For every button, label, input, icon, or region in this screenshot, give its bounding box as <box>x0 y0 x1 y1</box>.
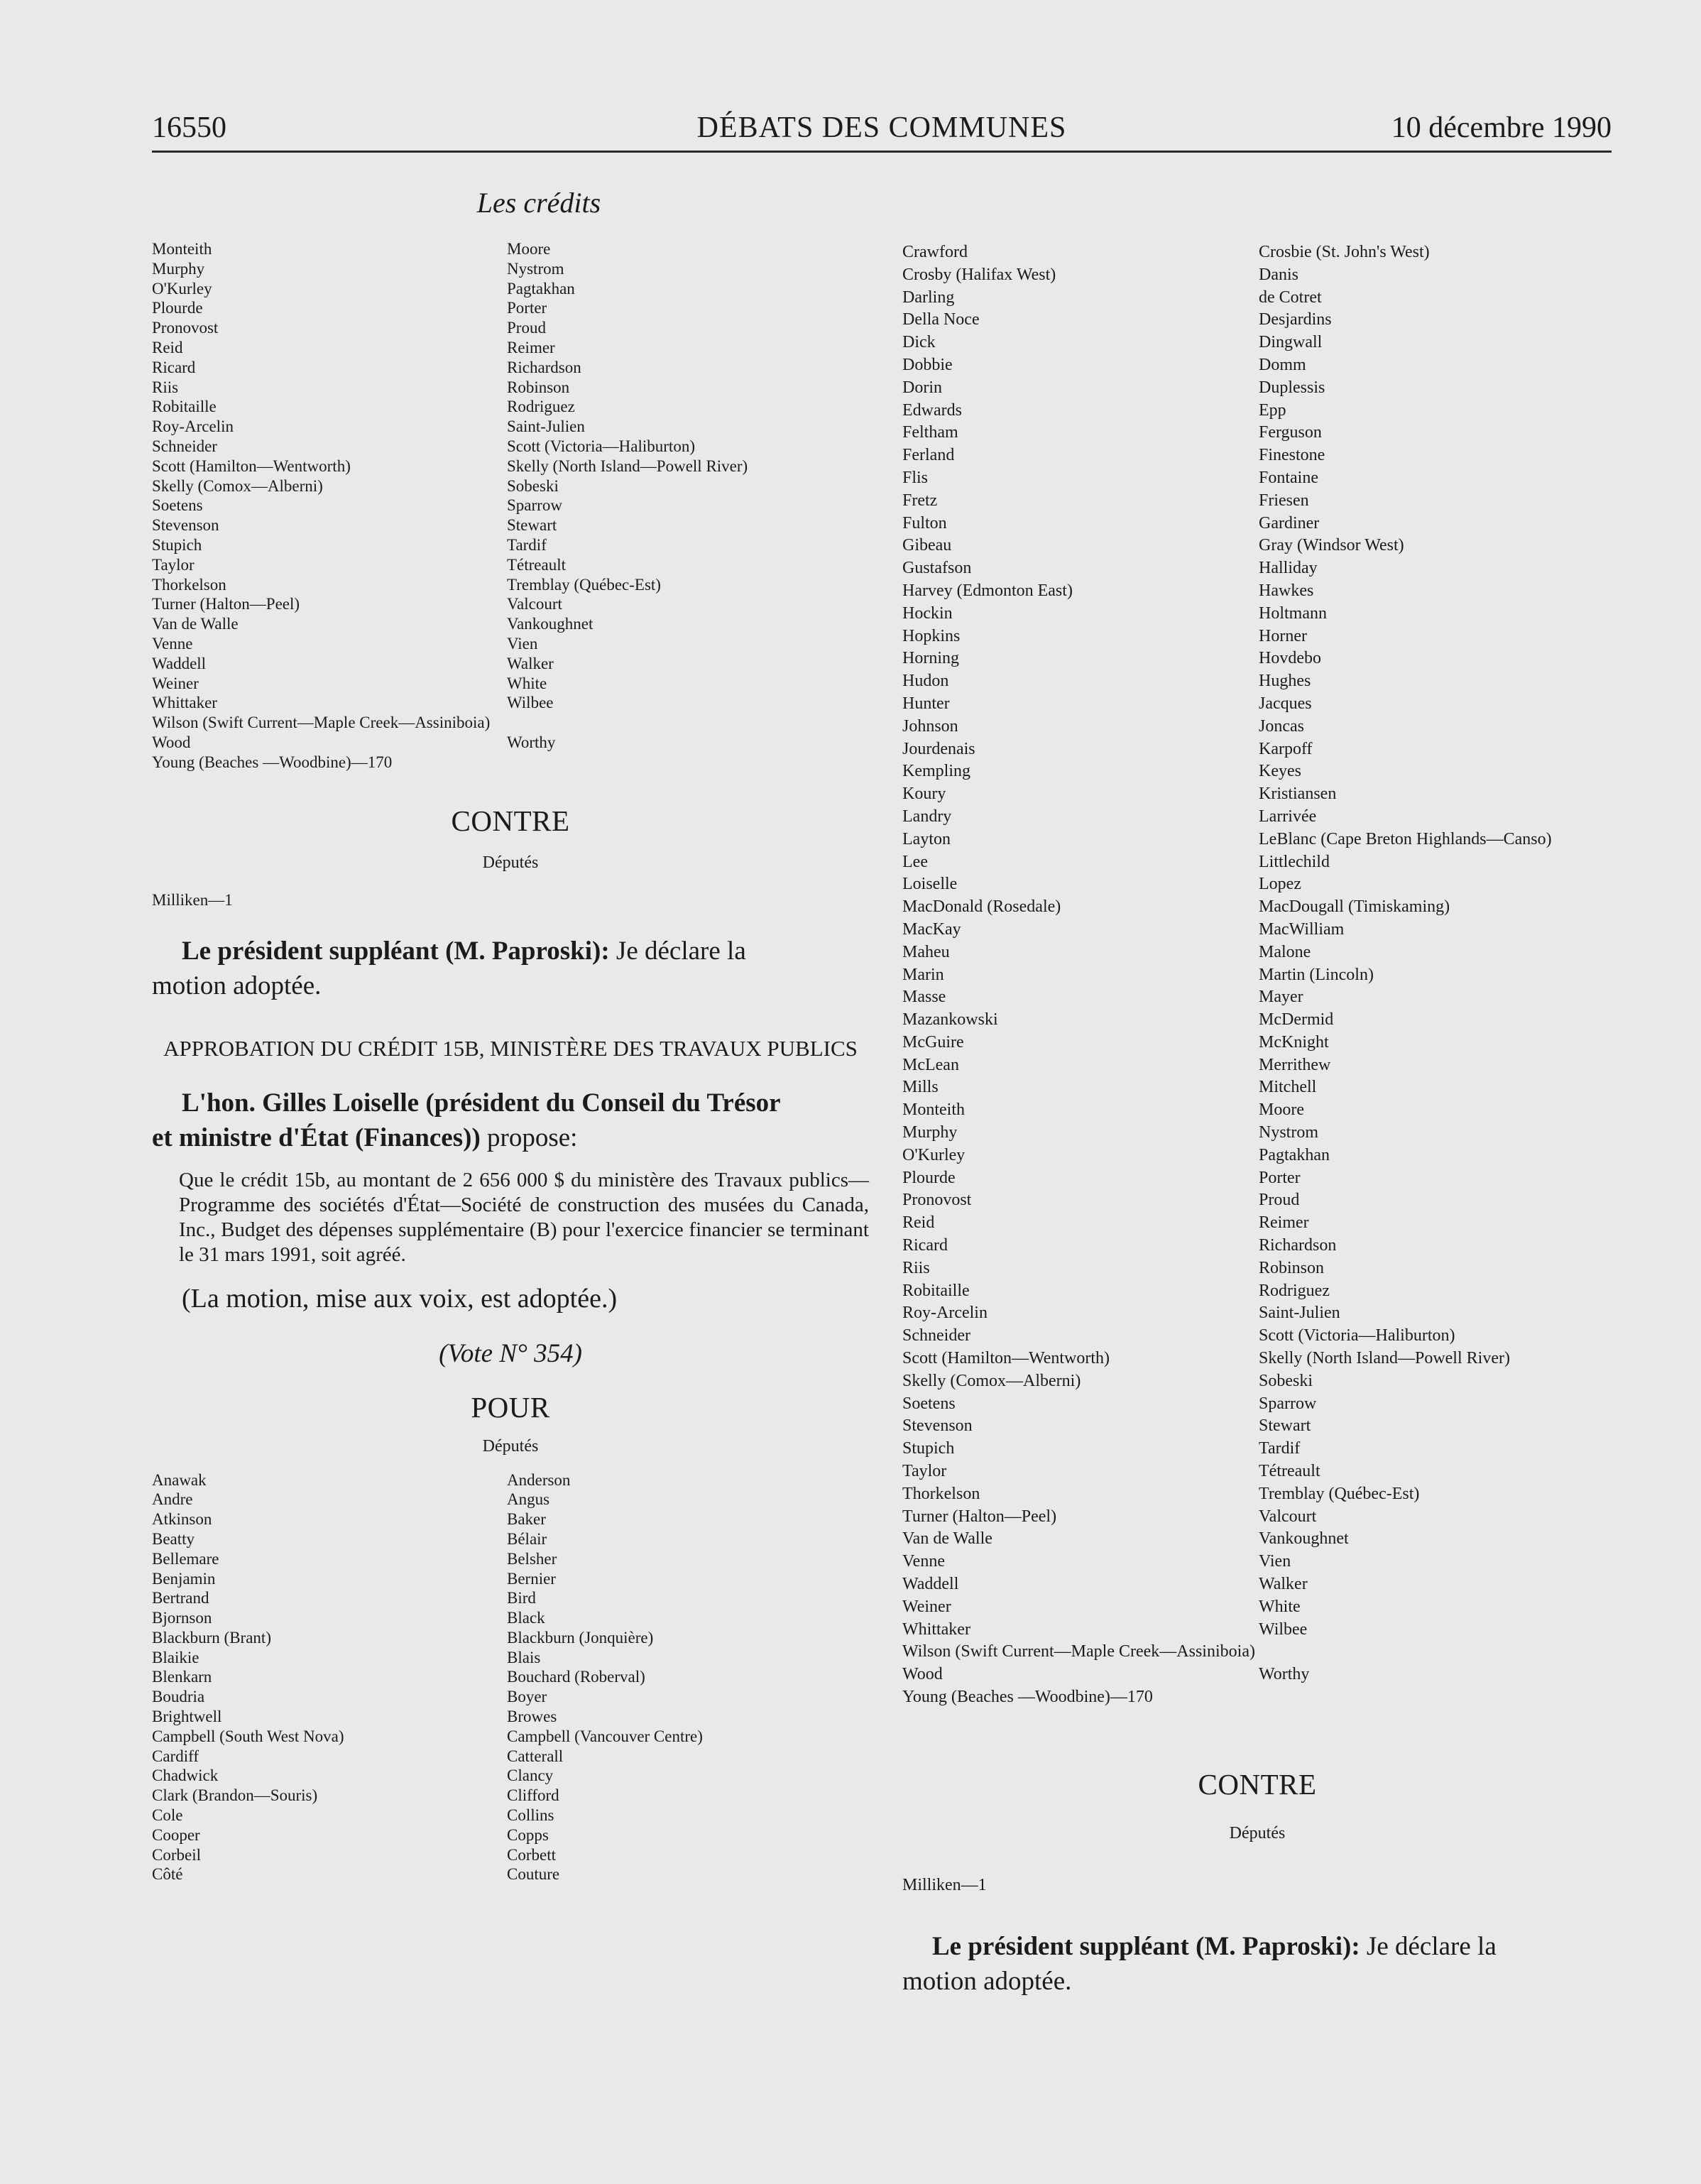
list-item: Sparrow <box>507 496 562 515</box>
deputes-label-right: Députés <box>1229 1823 1286 1842</box>
list-item: Pronovost <box>152 319 219 337</box>
list-item: Malone <box>1259 942 1311 961</box>
list-item: Schneider <box>152 437 217 455</box>
list-item: Mayer <box>1259 988 1303 1007</box>
list-item: Vien <box>1259 1552 1291 1571</box>
list-item: Porter <box>1259 1168 1301 1187</box>
list-item: Robinson <box>1259 1258 1325 1277</box>
list-item: Bellemare <box>152 1549 219 1568</box>
list-item: Monteith <box>152 240 212 258</box>
list-item: Skelly (Comox—Alberni) <box>152 476 323 495</box>
list-item: Vien <box>507 634 538 653</box>
list-item: Stupich <box>902 1439 955 1458</box>
list-item: Young (Beaches —Woodbine)—170 <box>152 753 393 771</box>
list-item: Soetens <box>902 1394 956 1413</box>
list-item: Scott (Hamilton—Wentworth) <box>902 1349 1110 1368</box>
list-item: Hudon <box>902 672 949 691</box>
list-item: Beatty <box>152 1529 195 1548</box>
list-item: Stupich <box>152 535 202 554</box>
list-item: Darling <box>902 288 955 307</box>
list-item: Benjamin <box>152 1569 216 1588</box>
list-item: Plourde <box>902 1168 956 1187</box>
section-title: Les crédits <box>476 187 601 219</box>
contre-name: Milliken—1 <box>152 890 233 909</box>
list-item: Chadwick <box>152 1767 219 1785</box>
speech-text-right: Je déclare la <box>1366 1931 1497 1961</box>
list-item: Baker <box>507 1510 546 1529</box>
list-item: Mitchell <box>1259 1078 1317 1097</box>
minister-title: et ministre d'État (Finances)) <box>152 1123 481 1152</box>
list-item: Van de Walle <box>902 1529 992 1549</box>
vote-names-list-right <box>902 241 1612 1641</box>
list-item: Reimer <box>507 338 555 356</box>
list-item: Maheu <box>902 942 950 961</box>
speaker-statement-right <box>902 1929 1612 1999</box>
list-item: Boudria <box>152 1688 205 1706</box>
list-item: Stevenson <box>902 1416 973 1436</box>
list-item: Mills <box>902 1078 939 1097</box>
list-item: Wilbee <box>1259 1620 1308 1639</box>
list-item: Jourdenais <box>902 739 975 758</box>
list-item: Venne <box>152 634 193 653</box>
contre-heading-right: CONTRE <box>1198 1767 1317 1801</box>
list-item: Anderson <box>507 1470 571 1489</box>
list-item: Monteith <box>902 1101 965 1120</box>
list-item: Stewart <box>507 516 557 535</box>
list-item: Crosbie (St. John's West) <box>1259 243 1430 261</box>
contre-name-right: Milliken—1 <box>902 1875 987 1894</box>
list-item: Hawkes <box>1259 581 1314 600</box>
publication-title: DÉBATS DES COMMUNES <box>696 111 1067 144</box>
list-item: Roy-Arcelin <box>902 1304 988 1323</box>
list-item: Desjardins <box>1259 310 1332 329</box>
right-column <box>902 241 1612 1999</box>
list-item: Pagtakhan <box>507 279 575 297</box>
list-item: Dobbie <box>902 355 953 374</box>
list-item: Cole <box>152 1806 183 1825</box>
list-item: Mazankowski <box>902 1010 998 1030</box>
list-item: Ferland <box>902 446 955 465</box>
list-item: Marin <box>902 965 944 984</box>
list-item: Skelly (North Island—Powell River) <box>1259 1349 1510 1368</box>
list-item: Robinson <box>507 378 570 396</box>
list-item: de Cotret <box>1259 288 1322 307</box>
list-item: Landry <box>902 807 952 826</box>
list-item: Loiselle <box>902 875 958 894</box>
list-item: Wilson (Swift Current—Maple Creek—Assiniboia) <box>152 714 491 732</box>
vote-number: (Vote N° 354) <box>439 1338 582 1368</box>
list-item: Lopez <box>1259 875 1301 894</box>
list-item: Catterall <box>507 1747 564 1765</box>
list-item: Skelly (North Island—Powell River) <box>507 457 748 475</box>
list-item: Walker <box>1259 1575 1308 1594</box>
list-item: McKnight <box>1259 1032 1329 1052</box>
list-item: Blaikie <box>152 1648 199 1666</box>
list-item: Hopkins <box>902 626 961 645</box>
list-item: Bjornson <box>152 1609 212 1627</box>
list-item: Harvey (Edmonton East) <box>902 581 1073 600</box>
list-item: Keyes <box>1259 762 1301 781</box>
list-item: Collins <box>507 1806 554 1825</box>
list-item: Wood <box>152 733 191 751</box>
list-item: Bouchard (Roberval) <box>507 1668 645 1686</box>
list-item: Moore <box>1259 1101 1304 1120</box>
list-item: Valcourt <box>1259 1507 1317 1526</box>
list-item: Campbell (Vancouver Centre) <box>507 1727 703 1745</box>
list-item: Taylor <box>152 555 195 574</box>
list-item: Proud <box>1259 1191 1300 1210</box>
list-item: Tétreault <box>507 555 567 574</box>
list-item: Valcourt <box>507 595 562 613</box>
minister-name: L'hon. Gilles Loiselle (président du Conseil du Trésor <box>182 1088 781 1118</box>
list-item: Riis <box>902 1258 930 1277</box>
list-item: McDermid <box>1259 1010 1334 1030</box>
list-item: Black <box>507 1609 545 1627</box>
list-item: Johnson <box>902 716 958 736</box>
list-item: Vankoughnet <box>1259 1529 1349 1549</box>
list-item: Nystrom <box>1259 1123 1318 1142</box>
list-item: Larrivée <box>1259 807 1317 826</box>
list-item: Ricard <box>902 1236 948 1255</box>
speaker-statement <box>152 934 869 1003</box>
list-item: MacWilliam <box>1259 919 1345 939</box>
list-item: Karpoff <box>1259 739 1313 758</box>
list-item: Boyer <box>507 1688 547 1706</box>
list-item: Anawak <box>152 1470 207 1489</box>
list-item: Blenkarn <box>152 1668 212 1686</box>
list-item: Halliday <box>1259 559 1318 578</box>
pour-names-list <box>152 1470 869 1885</box>
page-number: 16550 <box>152 111 226 144</box>
list-item: Dick <box>902 333 936 352</box>
list-item: Bélair <box>507 1529 547 1548</box>
list-item: Robitaille <box>902 1281 970 1300</box>
list-item: Edwards <box>902 400 962 420</box>
list-item: White <box>1259 1597 1301 1616</box>
list-item: Clifford <box>507 1786 559 1805</box>
list-item: Holtmann <box>1259 604 1327 623</box>
list-item: Pronovost <box>902 1191 972 1210</box>
list-item: Fontaine <box>1259 468 1318 487</box>
list-item: McLean <box>902 1055 959 1074</box>
deputes-label: Députés <box>482 853 539 872</box>
list-item: Ferguson <box>1259 423 1322 442</box>
list-item: Richardson <box>507 358 581 376</box>
list-item: Riis <box>152 378 179 396</box>
list-item: Hughes <box>1259 672 1311 691</box>
list-item: MacDonald (Rosedale) <box>902 897 1061 917</box>
list-item: Saint-Julien <box>507 417 585 436</box>
list-item: Robitaille <box>152 398 217 416</box>
list-item: Blackburn (Brant) <box>152 1628 271 1647</box>
left-column <box>152 186 869 1884</box>
list-item: Hunter <box>902 694 950 713</box>
list-item: Gibeau <box>902 536 952 555</box>
list-item: Young (Beaches —Woodbine)—170 <box>902 1688 1153 1706</box>
list-item: Plourde <box>152 299 203 317</box>
list-item: LeBlanc (Cape Breton Highlands—Canso) <box>1259 829 1552 848</box>
list-item: Taylor <box>902 1462 947 1481</box>
list-item: Wilson (Swift Current—Maple Creek—Assiniboia) <box>902 1642 1255 1661</box>
list-item: Bertrand <box>152 1589 209 1607</box>
list-item: Pagtakhan <box>1259 1145 1330 1164</box>
list-item: Andre <box>152 1490 193 1509</box>
list-item: Worthy <box>1259 1665 1310 1684</box>
list-item: Gardiner <box>1259 513 1320 533</box>
list-item: Porter <box>507 299 547 317</box>
list-item: Lee <box>902 852 928 871</box>
list-item: Blais <box>507 1648 541 1666</box>
list-item: Couture <box>507 1865 560 1884</box>
list-item: Danis <box>1259 265 1298 284</box>
list-item: Cooper <box>152 1825 200 1844</box>
list-item: Scott (Hamilton—Wentworth) <box>152 457 351 475</box>
vote-names-tail <box>152 713 869 772</box>
list-item: Friesen <box>1259 491 1309 510</box>
list-item: Clark (Brandon—Souris) <box>152 1786 318 1805</box>
list-item: Rodriguez <box>507 398 575 416</box>
list-item: Waddell <box>902 1575 959 1594</box>
list-item: Reid <box>152 338 183 356</box>
list-item: Layton <box>902 829 951 848</box>
list-item: Cardiff <box>152 1747 199 1765</box>
list-item: Vankoughnet <box>507 615 594 633</box>
list-item: Horner <box>1259 626 1307 645</box>
list-item: Tremblay (Québec-Est) <box>1259 1484 1420 1503</box>
list-item: Van de Walle <box>152 615 239 633</box>
list-item: Rodriguez <box>1259 1281 1330 1300</box>
list-item: Clancy <box>507 1767 554 1785</box>
list-item: Finestone <box>1259 446 1325 465</box>
vote-names-list <box>152 239 869 713</box>
list-item: Worthy <box>507 733 556 751</box>
list-item: Martin (Lincoln) <box>1259 965 1374 984</box>
list-item: Corbett <box>507 1845 556 1864</box>
list-item: Sparrow <box>1259 1394 1317 1413</box>
list-item: Kempling <box>902 762 970 781</box>
motion-text: Que le crédit 15b, au montant de 2 656 000 $ du ministère des Travaux publics—Programme des sociétés d'État—Société de construction des musées du Canada, Inc., Budget des dépenses supplémentaire (B) pour l'exercice financier se terminant le 31 mars 1991, soit agréé. <box>179 1168 869 1266</box>
list-item: Wilbee <box>507 694 554 712</box>
speech-continuation: motion adoptée. <box>152 971 322 1000</box>
list-item: Sobeski <box>507 476 559 495</box>
list-item: Dorin <box>902 378 942 397</box>
list-item: Murphy <box>902 1123 958 1142</box>
list-item: O'Kurley <box>152 279 212 297</box>
list-item: Côté <box>152 1865 183 1884</box>
list-item: Flis <box>902 468 929 487</box>
list-item: Tremblay (Québec-Est) <box>507 575 661 594</box>
list-item: Corbeil <box>152 1845 201 1864</box>
list-item: Skelly (Comox—Alberni) <box>902 1371 1081 1390</box>
list-item: Feltham <box>902 423 958 442</box>
list-item: Schneider <box>902 1326 970 1345</box>
list-item: Reimer <box>1259 1213 1309 1233</box>
list-item: Angus <box>507 1490 550 1509</box>
list-item: Hockin <box>902 604 953 623</box>
list-item: Reid <box>902 1213 935 1233</box>
approbation-heading: APPROBATION DU CRÉDIT 15B, MINISTÈRE DES TRAVAUX PUBLICS <box>163 1035 858 1061</box>
list-item: Nystrom <box>507 259 564 278</box>
list-item: Scott (Victoria—Haliburton) <box>507 437 695 455</box>
list-item: Soetens <box>152 496 203 515</box>
list-item: Browes <box>507 1708 557 1726</box>
list-item: Murphy <box>152 259 205 278</box>
contre-heading: CONTRE <box>451 804 570 837</box>
list-item: Proud <box>507 319 546 337</box>
list-item: Kristiansen <box>1259 785 1337 804</box>
list-item: Saint-Julien <box>1259 1304 1340 1323</box>
speaker-name: Le président suppléant (M. Paproski): <box>182 936 610 966</box>
list-item: Tardif <box>507 535 547 554</box>
page-header <box>152 111 1612 151</box>
list-item: Della Noce <box>902 310 980 329</box>
header-rule <box>152 151 1612 153</box>
vote-names-tail-right <box>902 1641 1612 1708</box>
list-item: McGuire <box>902 1032 964 1052</box>
list-item: Crawford <box>902 243 968 261</box>
minister-statement <box>152 1086 869 1155</box>
list-item: Wood <box>902 1665 943 1684</box>
list-item: Stevenson <box>152 516 219 535</box>
list-item: Duplessis <box>1259 378 1325 397</box>
list-item: Blackburn (Jonquière) <box>507 1628 654 1647</box>
list-item: Thorkelson <box>902 1484 980 1503</box>
list-item: White <box>507 674 547 692</box>
list-item: Koury <box>902 785 946 804</box>
list-item: Bernier <box>507 1569 556 1588</box>
pour-deputes-label: Députés <box>482 1436 539 1456</box>
list-item: Epp <box>1259 400 1286 420</box>
list-item: MacKay <box>902 919 961 939</box>
list-item: Horning <box>902 649 959 668</box>
minister-action: propose: <box>487 1123 578 1152</box>
list-item: Roy-Arcelin <box>152 417 234 436</box>
list-item: Waddell <box>152 654 207 672</box>
list-item: Jacques <box>1259 694 1312 713</box>
list-item: Dingwall <box>1259 333 1323 352</box>
list-item: Whittaker <box>152 694 217 712</box>
list-item: Copps <box>507 1825 549 1844</box>
list-item: Venne <box>902 1552 945 1571</box>
list-item: MacDougall (Timiskaming) <box>1259 897 1450 917</box>
list-item: O'Kurley <box>902 1145 966 1164</box>
list-item: Richardson <box>1259 1236 1337 1255</box>
list-item: Fretz <box>902 491 938 510</box>
list-item: Belsher <box>507 1549 557 1568</box>
list-item: Thorkelson <box>152 575 226 594</box>
list-item: Sobeski <box>1259 1371 1313 1390</box>
list-item: Fulton <box>902 513 947 533</box>
list-item: Littlechild <box>1259 852 1330 871</box>
list-item: Scott (Victoria—Haliburton) <box>1259 1326 1455 1345</box>
list-item: Turner (Halton—Peel) <box>902 1507 1057 1526</box>
list-item: Hovdebo <box>1259 649 1321 668</box>
list-item: Domm <box>1259 355 1306 374</box>
page-date: 10 décembre 1990 <box>1391 111 1612 144</box>
list-item: Joncas <box>1259 716 1304 736</box>
list-item: Ricard <box>152 358 196 376</box>
list-item: Walker <box>507 654 554 672</box>
list-item: Weiner <box>152 674 199 692</box>
speech-text: Je déclare la <box>616 936 746 966</box>
list-item: Merrithew <box>1259 1055 1331 1074</box>
list-item: Weiner <box>902 1597 951 1616</box>
speech-continuation-right: motion adoptée. <box>902 1966 1072 1996</box>
list-item: Masse <box>902 988 946 1007</box>
list-item: Turner (Halton—Peel) <box>152 595 300 613</box>
list-item: Crosby (Halifax West) <box>902 265 1056 284</box>
speaker-name-right: Le président suppléant (M. Paproski): <box>932 1931 1360 1961</box>
list-item: Campbell (South West Nova) <box>152 1727 344 1745</box>
list-item: Moore <box>507 240 551 258</box>
list-item: Whittaker <box>902 1620 970 1639</box>
list-item: Gray (Windsor West) <box>1259 536 1404 555</box>
list-item: Tardif <box>1259 1439 1301 1458</box>
list-item: Stewart <box>1259 1416 1311 1436</box>
list-item: Brightwell <box>152 1708 222 1726</box>
list-item: Bird <box>507 1589 536 1607</box>
motion-result: (La motion, mise aux voix, est adoptée.) <box>182 1283 618 1314</box>
list-item: Atkinson <box>152 1510 212 1529</box>
pour-heading: POUR <box>471 1390 550 1424</box>
list-item: Tétreault <box>1259 1462 1320 1481</box>
list-item: Gustafson <box>902 559 972 578</box>
